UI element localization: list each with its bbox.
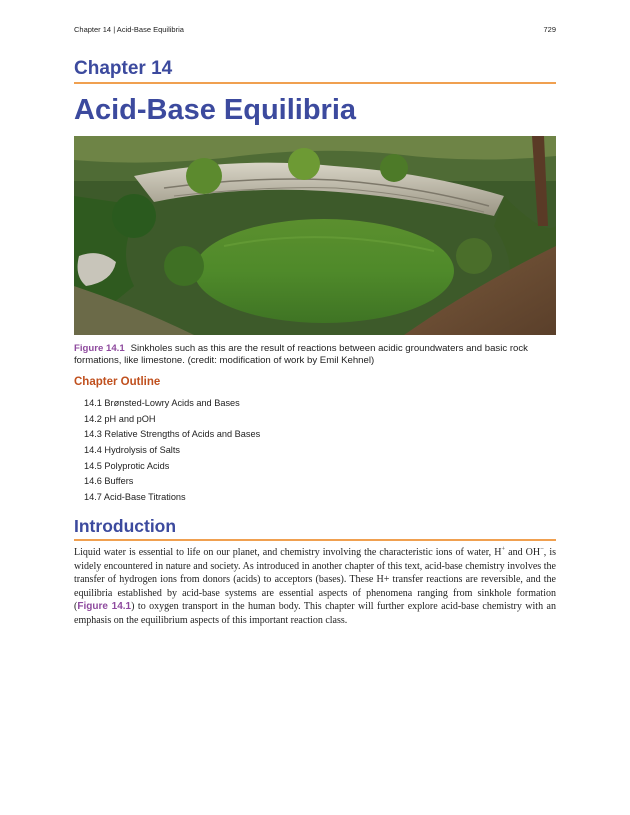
outline-item[interactable]: 14.2 pH and pOH [84, 413, 156, 424]
outline-item[interactable]: 14.1 Brønsted-Lowry Acids and Bases [84, 398, 240, 408]
running-head [74, 25, 556, 37]
figure-reference-link[interactable]: Figure 14.1 [77, 601, 132, 612]
intro-text-4: ) to oxygen transport in the human body. This chapter will further explore acid-base chemistry with an emphasis on the equilibrium aspects of this important reaction class. [74, 601, 556, 626]
introduction-heading: Introduction [74, 516, 177, 536]
sinkhole-photo [74, 136, 556, 335]
page-number: 729 [543, 25, 556, 34]
intro-text-3: , is widely encountered in nature and society. As introduced in another chapter of this text, acid-base chemistry involves the transfer of hydrogen ions from donors (acids) to acceptors (bases). These H+ transfer reactions are reversible, and the equilibria established by acid-base systems are essential aspects of phenomena ranging from sinkhole formation ( [74, 547, 557, 612]
chapter-label: Chapter 14 [74, 58, 173, 79]
figure-label: Figure 14.1 [74, 343, 125, 354]
intro-text-1: Liquid water is essential to life on our planet, and chemistry involving the characteristic ions of water, H [74, 547, 502, 558]
introduction-rule [74, 539, 556, 541]
superscript-minus: − [540, 545, 544, 553]
outline-heading: Chapter Outline [74, 376, 161, 388]
chapter-outline [84, 396, 260, 506]
chapter-rule [74, 82, 556, 84]
figure-caption [74, 343, 556, 367]
running-head-chapter: Chapter 14 | Acid-Base Equilibria [74, 25, 184, 34]
outline-item[interactable]: 14.4 Hydrolysis of Salts [84, 445, 180, 456]
outline-item[interactable]: 14.5 Polyprotic Acids [84, 460, 170, 471]
superscript-plus: + [501, 545, 506, 553]
figure-caption-text: Sinkholes such as this are the result of reactions between acidic groundwaters and basic rock formations, like limestone. (credit: modification of work by Emil Kehnel) [74, 343, 528, 366]
outline-item[interactable]: 14.3 Relative Strengths of Acids and Bases [84, 429, 261, 440]
chapter-title: Acid-Base Equilibria [74, 94, 357, 126]
introduction-paragraph [74, 546, 556, 627]
outline-item[interactable]: 14.7 Acid-Base Titrations [84, 492, 186, 503]
outline-item[interactable]: 14.6 Buffers [84, 476, 134, 487]
intro-text-2: and OH [505, 547, 541, 558]
